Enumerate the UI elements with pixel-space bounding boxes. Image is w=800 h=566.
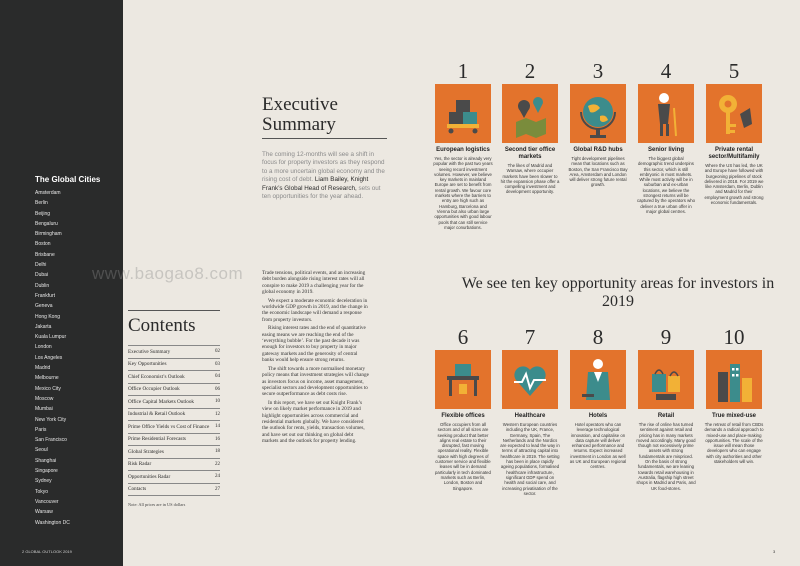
city-item: Delhi [35, 262, 47, 269]
shopping-icon [638, 350, 694, 409]
opportunity-tile [502, 84, 558, 143]
contents-row[interactable] [128, 358, 220, 371]
contents-title: Contents [128, 315, 196, 336]
opportunity-description: The biggest global demographic trend underpins this sector, which is still embryonic in most markets. While most activity will be in suburban and ex-urban locations, we believe the strongest returns will be captured by the operators who deliver a true urban offer in major global centres. [636, 156, 696, 214]
opportunity-card [500, 324, 560, 496]
exec-lead-author: Liam Bailey, Knight Frank’s Global Head of Research, [262, 176, 369, 192]
contents-row[interactable] [128, 408, 220, 421]
opportunity-card [568, 324, 628, 470]
city-item: Sydney [35, 478, 52, 485]
city-item: Dubai [35, 272, 49, 279]
opportunity-tile [706, 350, 762, 409]
contents-list [128, 345, 220, 496]
city-item: Melbourne [35, 375, 59, 382]
contents-label: Executive Summary [128, 348, 171, 355]
city-item: New York City [35, 416, 67, 423]
contents-row[interactable] [128, 395, 220, 408]
city-item: London [35, 344, 52, 351]
exec-body [262, 270, 370, 447]
opportunity-card [568, 58, 628, 188]
city-item: Seoul [35, 447, 48, 454]
opportunity-tile [435, 350, 491, 409]
city-item: Dublin [35, 282, 50, 289]
opportunity-name: True mixed-use [711, 413, 756, 419]
city-item: Los Angeles [35, 354, 63, 361]
opportunity-name: Retail [657, 413, 675, 419]
city-item: Hong Kong [35, 313, 61, 320]
opportunity-description: Tight development pipelines mean that locations such as Boston, the San Francisco Bay Area, Amsterdam and London will deliver strong future rental growth. [568, 156, 628, 188]
city-item: Geneva [35, 303, 53, 310]
exec-paragraph: In this report, we have set out Knight Frank’s view on likely market performance in 2019 and highlight opportunities across commercial and residential markets globally. We have considered the outlook for rents, yields, transaction volumes, and have set out our thinking on global debt markets and the outlook for property lending. [262, 399, 365, 445]
sidebar-title: The Global Cities [35, 175, 101, 184]
opportunity-name: Healthcare [514, 413, 546, 419]
opportunity-number: 2 [524, 59, 536, 83]
exec-lead-text: The coming 12-months will see a shift in focus for property investors as they respond to a more uncertain global economy and the rising cost of debt. [262, 151, 385, 184]
opportunity-number: 6 [457, 325, 469, 349]
exec-paragraph: Rising interest rates and the end of quantitative easing means we are reaching the end of the ‘everything bubble’. For the past decade it was enough for investors to buy property in major gateway markets and the generosity of central banks would help ensure strong returns. [262, 325, 366, 364]
opportunity-number: 7 [524, 325, 536, 349]
opportunity-card [636, 324, 696, 491]
opportunity-name: Senior living [647, 147, 684, 153]
opportunity-number: 9 [660, 325, 672, 349]
exec-paragraph: Trade tensions, political events, and an increasing debt burden alongside rising interest rates will all conspire to make 2019 a challenging year for the global economy in 2019. [262, 270, 366, 296]
boxes-icon [435, 84, 491, 143]
contents-page-number: 24 [215, 474, 220, 480]
contents-row[interactable] [128, 370, 220, 383]
city-item: San Francisco [35, 437, 67, 444]
contents-label: Office Capital Markets Outlook [128, 398, 195, 405]
city-item: Kuala Lumpur [35, 334, 67, 341]
city-item: Bengaluru [35, 220, 58, 227]
city-item: Mexico City [35, 385, 61, 392]
opportunity-description: Yes, the sector is already very popular with the past two years seeing record investment volumes. However, we believe key markets in mainland Europe are set to benefit from rental growth. We favour core markets where the barriers to entry are high such as Hamburg, Barcelona and Vienna but also urban large opportunities with good labour pools that can still service major conurbations. [433, 156, 493, 230]
contents-row[interactable] [128, 433, 220, 446]
contents-page-number: 02 [215, 349, 220, 355]
exec-paragraph: The shift towards a more normalised monetary policy means that investment strategies will change as investors focus on income, asset management, specialist sectors and development opportunities to secure outperformance as debt costs rise. [262, 365, 369, 398]
exec-paragraph: We expect a moderate economic deceleration in worldwide GDP growth in 2019, and the change in the economic landscape will demand a response from property investors. [262, 297, 368, 323]
page-footer-left: 2 GLOBAL OUTLOOK 2019 [22, 549, 72, 554]
city-item: Vancouver [35, 498, 59, 505]
opportunity-description: The likes of Madrid and Warsaw, where occupier markets have been slower to hit the expansion phase offer a compelling investment and development opportunity. [500, 163, 560, 195]
contents-page-number: 16 [215, 436, 220, 442]
opportunity-card [704, 324, 764, 464]
contents-label: Office Occupier Outlook [128, 386, 180, 393]
opportunity-number: 3 [592, 59, 604, 83]
city-item: Berlin [35, 200, 48, 207]
city-item: Jakarta [35, 323, 52, 330]
contents-row[interactable] [128, 483, 220, 496]
opportunity-description: Western European countries including the UK, France, Germany, Spain, The Netherlands and the Nordics are expected to lead the way in terms of attracting capital into healthcare in 2019. The setting has been in place rapidly ageing populations, formalised healthcare infrastructure, significant GDP spend on health and social care, and increasing privatisation of the sector. [500, 422, 560, 496]
city-item: Beijing [35, 210, 51, 217]
contents-label: Chief Economist’s Outlook [128, 373, 185, 380]
contents-row[interactable] [128, 420, 220, 433]
opportunity-card [636, 58, 696, 214]
contents-rule [128, 310, 220, 311]
watermark: www.baogao8.com [92, 264, 244, 283]
city-item: Boston [35, 241, 51, 248]
opportunity-tile [638, 84, 694, 143]
contents-row[interactable] [128, 470, 220, 483]
contents-label: Global Strategies [128, 448, 164, 455]
opportunity-description: The rise of online has turned sentiment against retail and pricing has in many markets moved accordingly. Many good though not excessively prime assets with strong fundamentals are mispriced. On the basis of strong fundamentals, we are leaning towards retail warehousing in Australia, flagship high street shops in Madrid and Paris, and UK food-stores. [636, 422, 696, 491]
city-item: Shanghai [35, 457, 57, 464]
opportunity-name: Hotels [588, 413, 608, 419]
contents-page-number: 27 [215, 486, 220, 492]
contents-page-number: 14 [215, 424, 220, 430]
globe-icon [570, 84, 626, 143]
exec-title-line2: Summary [262, 114, 336, 135]
contents-label: Industrial & Retail Outlook [128, 411, 186, 418]
opportunity-card [433, 324, 493, 491]
senior-icon [638, 84, 694, 143]
contents-page-number: 10 [215, 399, 220, 405]
exec-title-line1: Executive [262, 94, 338, 115]
city-item: Mumbai [35, 406, 53, 413]
map-pins-icon [502, 84, 558, 143]
contents-row[interactable] [128, 383, 220, 396]
opportunity-name: Private rental sector/Multifamily [708, 147, 760, 160]
city-item: Singapore [35, 468, 58, 475]
opportunity-name: European logistics [436, 147, 490, 153]
city-item: Birmingham [35, 231, 62, 238]
mixed-use-icon [706, 350, 762, 409]
opportunity-name: Flexible offices [441, 413, 485, 419]
opportunities-heading: We see ten key opportunity areas for investors in 2019 [461, 275, 775, 310]
city-item: Frankfurt [35, 292, 56, 299]
opportunity-tile [570, 84, 626, 143]
opportunity-tile [502, 350, 558, 409]
contents-page-number: 12 [215, 411, 220, 417]
opportunity-description: The retreat of retail from CBDs demands a radical approach to mixed-use and place-making opportunities. The scale of the issue will mean those developers who can engage with city authorities and other stakeholders will win. [704, 422, 764, 465]
contents-row[interactable] [128, 345, 220, 358]
office-icon [435, 350, 491, 409]
contents-label: Opportunities Radar [128, 473, 171, 480]
opportunity-card [704, 58, 764, 205]
opportunity-card [433, 58, 493, 230]
opportunity-description: Hotel operators who can leverage technological innovation, and capitalise on data capture will deliver enhanced performance and returns. Expect increased investment in London as well as UK and European regional centres. [569, 422, 627, 470]
contents-page-number: 06 [215, 386, 220, 392]
opportunity-tile [570, 350, 626, 409]
contents-label: Key Opportunities [128, 361, 167, 368]
contents-label: Risk Radar [128, 461, 152, 468]
opportunity-tile [638, 350, 694, 409]
city-list [35, 188, 70, 528]
contents-page-number: 18 [215, 449, 220, 455]
contents-page-number: 03 [215, 361, 220, 367]
contents-note: Note: All prices are in US dollars [128, 501, 186, 507]
page-footer-right: 3 [773, 549, 776, 554]
contents-label: Prime Office Yields vs Cost of Finance [128, 423, 210, 430]
exec-title [262, 95, 387, 139]
city-item: Warsaw [35, 509, 53, 516]
city-item: Moscow [35, 395, 54, 402]
city-item: Amsterdam [35, 190, 61, 196]
city-item: Tokyo [35, 488, 49, 495]
city-item: Washington DC [35, 519, 70, 526]
exec-lead-end: sets out ten opportunities for the year ahead. [262, 184, 381, 201]
contents-row[interactable] [128, 445, 220, 458]
opportunity-number: 4 [660, 59, 672, 83]
opportunity-number: 8 [592, 325, 604, 349]
contents-label: Contacts [128, 486, 147, 492]
concierge-icon [570, 350, 626, 409]
contents-page-number: 04 [215, 374, 220, 380]
contents-row[interactable] [128, 458, 220, 471]
contents-label: Prime Residential Forecasts [128, 436, 186, 443]
contents-page-number: 22 [215, 461, 220, 467]
opportunity-number: 10 [723, 325, 745, 349]
city-item: Madrid [35, 365, 51, 372]
city-item: Brisbane [35, 251, 55, 258]
opportunity-name: Second tier office markets [504, 147, 556, 160]
opportunity-tile [706, 84, 762, 143]
opportunity-description: Where the US has led, the UK and Europe have followed with burgeoning pipelines of stock delivered in 2018. For 2019 we like Amsterdam, Berlin, Dublin and Madrid for their employment growth and strong economic fundamentals. [704, 163, 764, 206]
opportunity-card [500, 58, 560, 195]
opportunity-tile [435, 84, 491, 143]
executive-summary-header [262, 95, 387, 201]
exec-lead [262, 151, 387, 201]
opportunity-number: 5 [728, 59, 740, 83]
opportunity-number: 1 [457, 59, 469, 83]
opportunity-description: Office occupiers from all sectors and of all sizes are seeking product that better aligns real estate to their disrupted, fast moving operational reality. Flexible space with high degrees of customer service and flexible leases will be in demand particularly in tech dominated markets such as Berlin, London, Boston and Singapore. [435, 422, 491, 491]
city-item: Paris [35, 426, 47, 433]
heart-icon [502, 350, 558, 409]
opportunity-name: Global R&D hubs [573, 147, 623, 153]
key-icon [706, 84, 762, 143]
contents-panel [128, 310, 220, 507]
